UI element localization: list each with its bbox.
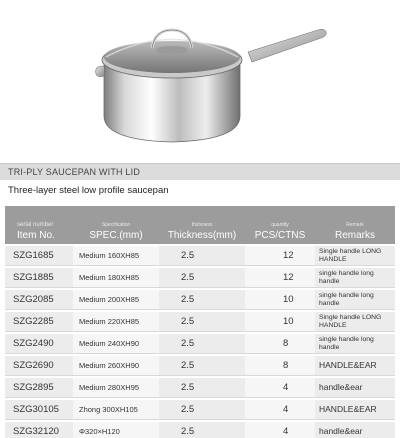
cell-remark: single handle long handle (315, 334, 395, 354)
col-remarks-label: Remarks (334, 229, 375, 241)
cell-spec: Medium 260XH90 (73, 356, 159, 376)
cell-pcs: 12 (245, 246, 315, 266)
table-row (5, 246, 395, 266)
table-row (5, 400, 395, 420)
cell-pcs: 10 (245, 290, 315, 310)
cell-spec: Medium 280XH95 (73, 378, 159, 398)
cell-thickness: 2.5 (159, 312, 245, 332)
cell-item-no: SZG32120 (5, 422, 73, 438)
cell-spec: Medium 160XH85 (73, 246, 159, 266)
cell-thickness: 2.5 (159, 246, 245, 266)
col-thickness-caption: thickness (191, 222, 213, 229)
cell-remark: Single handle LONG HANDLE (315, 312, 395, 332)
table-row (5, 334, 395, 354)
cell-remark: HANDLE&EAR (315, 400, 395, 420)
cell-spec: Medium 200XH85 (73, 290, 159, 310)
col-pcs-label: PCS/CTNS (254, 229, 306, 241)
cell-thickness: 2.5 (159, 356, 245, 376)
cell-remark: handle&ear (315, 422, 395, 438)
cell-thickness: 2.5 (159, 422, 245, 438)
section-title: TRI-PLY SAUCEPAN WITH LID (0, 163, 400, 180)
table-row (5, 312, 395, 332)
table-row (5, 378, 395, 398)
cell-pcs: 4 (245, 378, 315, 398)
cell-item-no: SZG2895 (5, 378, 73, 398)
cell-thickness: 2.5 (159, 334, 245, 354)
cell-item-no: SZG2690 (5, 356, 73, 376)
cell-pcs: 4 (245, 422, 315, 438)
cell-pcs: 10 (245, 312, 315, 332)
cell-spec: Medium 220XH85 (73, 312, 159, 332)
cell-spec: Φ320×H120 (73, 422, 159, 438)
spec-table (5, 204, 395, 438)
cell-thickness: 2.5 (159, 290, 245, 310)
cell-remark: handle&ear (315, 378, 395, 398)
table-row (5, 422, 395, 438)
cell-item-no: SZG2490 (5, 334, 73, 354)
table-row (5, 268, 395, 288)
cell-thickness: 2.5 (159, 378, 245, 398)
cell-pcs: 8 (245, 356, 315, 376)
col-spec-label: SPEC.(mm) (89, 229, 143, 241)
cell-remark: single handle long handle (315, 268, 395, 288)
cell-remark: single handle long handle (315, 290, 395, 310)
col-pcs (245, 206, 315, 244)
section-subtitle: Three-layer steel low profile saucepan (8, 185, 169, 196)
col-item-no (5, 206, 73, 244)
cell-item-no: SZG2085 (5, 290, 73, 310)
table-row (5, 290, 395, 310)
col-item-no-caption: serial number (17, 221, 54, 228)
col-spec-caption: Specification (101, 222, 131, 229)
table-row (5, 356, 395, 376)
col-spec (73, 206, 159, 244)
cell-item-no: SZG2285 (5, 312, 73, 332)
cell-pcs: 8 (245, 334, 315, 354)
cell-thickness: 2.5 (159, 268, 245, 288)
cell-remark: Single handle LONG HANDLE (315, 246, 395, 266)
col-item-no-label: Item No. (17, 229, 55, 241)
table-header-row (5, 206, 395, 244)
col-pcs-caption: quantity (271, 222, 289, 229)
col-thickness-label: Thickness(mm) (167, 229, 237, 241)
cell-item-no: SZG1685 (5, 246, 73, 266)
cell-pcs: 12 (245, 268, 315, 288)
col-remarks-caption: Remark (346, 222, 364, 229)
cell-spec: Medium 180XH85 (73, 268, 159, 288)
col-remarks (315, 206, 395, 244)
cell-item-no: SZG1885 (5, 268, 73, 288)
col-thickness (159, 206, 245, 244)
saucepan-photo (0, 0, 400, 150)
cell-pcs: 4 (245, 400, 315, 420)
cell-remark: HANDLE&EAR (315, 356, 395, 376)
cell-spec: Medium 240XH90 (73, 334, 159, 354)
cell-item-no: SZG30105 (5, 400, 73, 420)
cell-spec: Zhong 300XH105 (73, 400, 159, 420)
cell-thickness: 2.5 (159, 400, 245, 420)
